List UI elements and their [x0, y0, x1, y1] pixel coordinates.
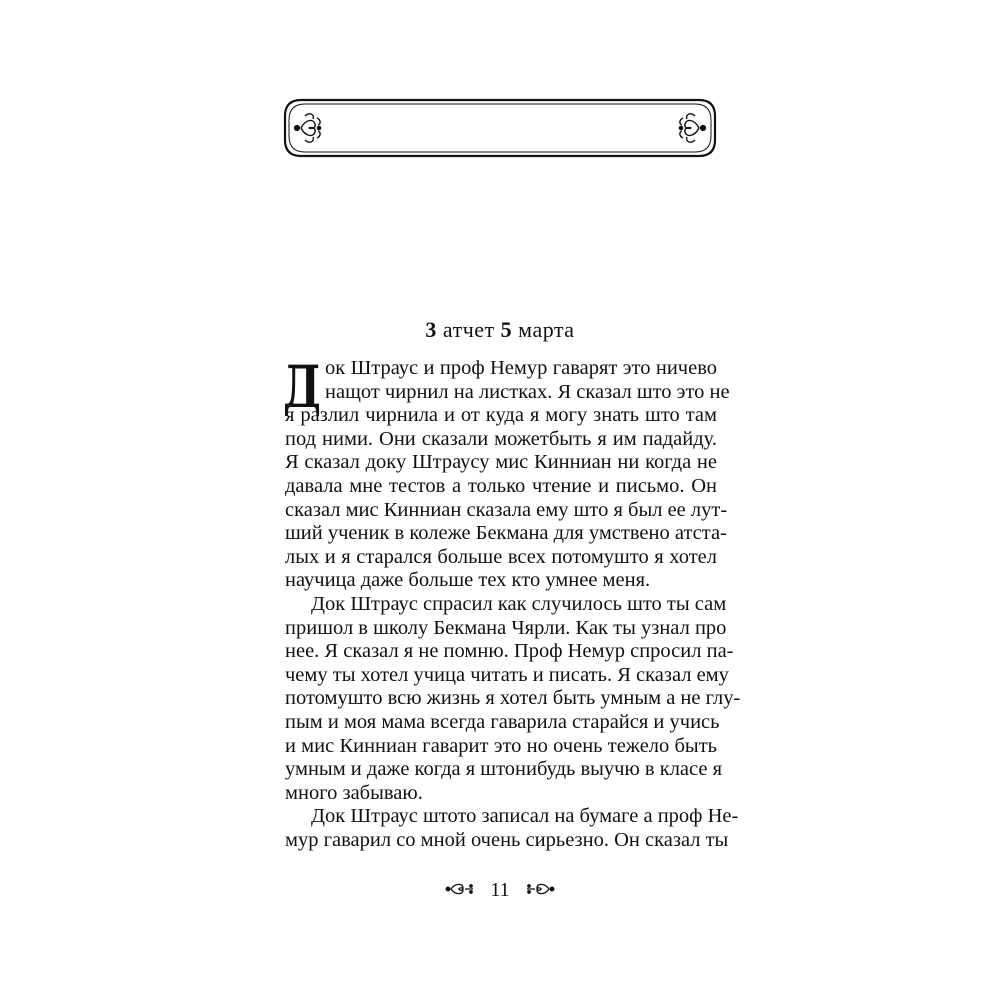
- text-line: научица даже больше тех кто умнее меня.: [285, 569, 651, 592]
- paragraph-3: [285, 805, 739, 852]
- text-line: много забываю.: [285, 781, 423, 804]
- text-line: пым и моя мама всегда гаварила старайся и учись: [285, 710, 720, 733]
- chapter-day: 5: [500, 317, 513, 342]
- right-fleuron-icon: [525, 877, 555, 903]
- left-fleuron-icon: [445, 877, 475, 903]
- text-line: Док Штраус штото записал на бумаге а проф Не-: [311, 805, 739, 828]
- paragraph-2: [285, 592, 741, 805]
- text-line: пришол в школу Бекмана Чярли. Как ты узнал про: [285, 616, 727, 639]
- text-line: умным и даже когда я штонибудь выучю в класе я: [285, 758, 723, 781]
- chapter-word: атчет: [442, 317, 495, 342]
- text-line: Док Штраус спрасил как случилось што ты сам: [311, 592, 727, 615]
- text-line: ок Штраус и проф Немур гаварят это ничево: [325, 357, 717, 379]
- text-line: чему ты хотел учица читать и писать. Я сказал ему: [285, 663, 729, 686]
- text-line: нее. Я сказал я не помню. Проф Немур спросил па-: [285, 640, 734, 663]
- chapter-title: [283, 315, 717, 345]
- page-footer: [283, 876, 717, 903]
- text-line: ший ученик в колеже Бекмана для умствено атста-: [285, 522, 727, 545]
- text-line: потомушто всю жизнь я хотел быть умным а не глу-: [285, 687, 741, 710]
- header-ornamental-frame: [283, 98, 717, 158]
- text-line: я разлил чирнила и от куда я могу знать што там: [285, 404, 717, 427]
- left-flourish-icon: [295, 114, 321, 142]
- text-line: нащот чирнил на листках. Я сказал што это не: [325, 380, 730, 403]
- text-line: сказал мис Кинниан сказала ему што я был ее лут-: [285, 498, 728, 521]
- body-text: [283, 353, 741, 852]
- chapter-month: марта: [518, 317, 575, 342]
- page-number: 11: [490, 879, 510, 902]
- drop-cap: Д: [283, 353, 322, 421]
- text-line: давала мне тестов а только чтение и письмо. Он: [285, 474, 717, 497]
- text-line: Я сказал доку Штраусу мис Кинниан ни когда не: [285, 451, 717, 474]
- text-line: и мис Кинниан гаварит это но очень тежело быть: [285, 734, 717, 757]
- chapter-number: 3: [425, 317, 437, 342]
- text-line: лых и я старался больше всех потомушто я хотел: [285, 545, 717, 568]
- text-line: мур гаварил со мной очень сирьезно. Он сказал ты: [285, 828, 729, 851]
- paragraph-1: [283, 353, 730, 593]
- text-line: под ними. Они сказали можетбыть я им падайду.: [285, 427, 717, 450]
- right-flourish-icon: [679, 114, 705, 142]
